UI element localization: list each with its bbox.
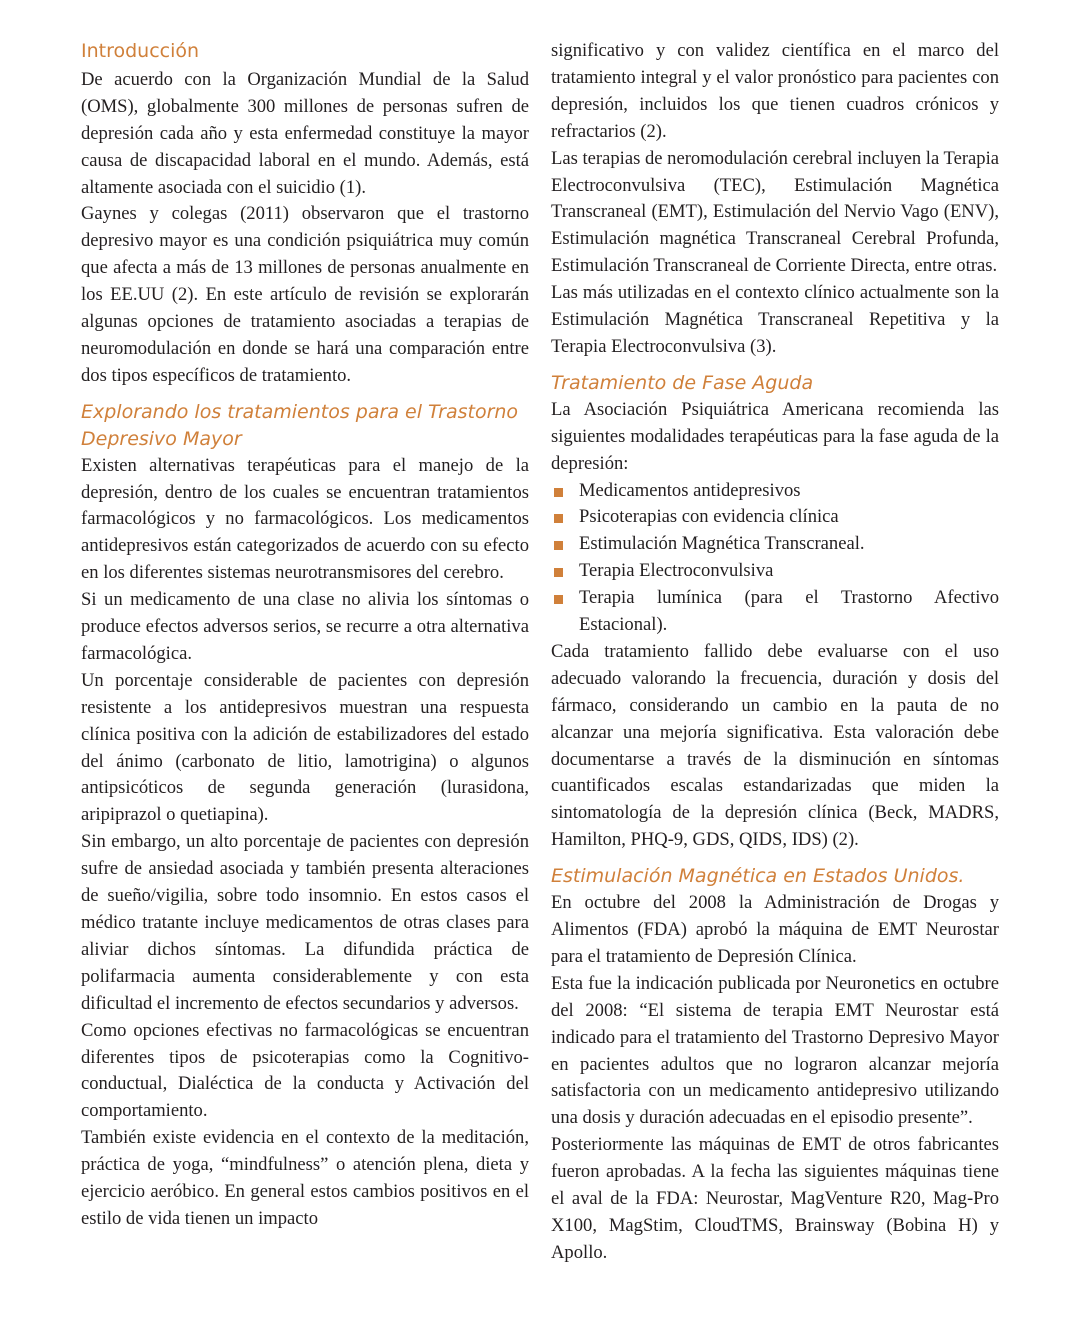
paragraph: Como opciones efectivas no farmacológicas se encuentran diferentes tipos de psicoterapias como la Cognitivo-conductual, Dialéctica de la conducta y Activación del comportamiento. xyxy=(81,1019,529,1122)
paragraph: Un porcentaje considerable de pacientes con depresión resistente a los antidepresivos muestran una respuesta clínica positiva con la adición de estabilizadores del estado del ánimo (carbonato de litio, lamotrigina) o algunos antipsicóticos de segunda generación (lurasidona, aripiprazol o quetiapina). xyxy=(81,669,529,826)
square-bullet-icon xyxy=(554,514,563,523)
section-heading-fase-aguda: Tratamiento de Fase Aguda xyxy=(551,371,814,394)
square-bullet-icon xyxy=(554,488,563,497)
paragraph: Las más utilizadas en el contexto clínico actualmente son la Estimulación Magnética Transcraneal Repetitiva y la Terapia Electroconvulsiva (3). xyxy=(551,282,999,357)
list-item-text: Terapia Electroconvulsiva xyxy=(579,560,774,582)
paragraph: De acuerdo con la Organización Mundial de la Salud (OMS), globalmente 300 millones de personas sufren de depresión cada año y esta enfermedad constituye la mayor causa de discapacidad laboral en el mundo. Además, está altamente asociada con el suicidio (1). xyxy=(81,68,529,198)
left-column xyxy=(81,38,529,1233)
section-heading-estados-unidos: Estimulación Magnética en Estados Unidos. xyxy=(551,865,965,888)
list-item xyxy=(551,585,999,639)
list-item-text: Psicoterapias con evidencia clínica xyxy=(579,506,839,528)
paragraph: También existe evidencia en el contexto de la meditación, práctica de yoga, “mindfulness” o atención plena, dieta y ejercicio aeróbico. En general estos cambios positivos en el estilo de vida tienen un impacto xyxy=(81,1127,529,1229)
paragraph: significativo y con validez científica en el marco del tratamiento integral y el valor pronóstico para pacientes con depresión, incluidos los que tienen cuadros crónicos y refractarios (2). xyxy=(551,40,999,142)
right-column xyxy=(551,38,999,1267)
list-item-text: Estimulación Magnética Transcraneal. xyxy=(579,533,865,555)
square-bullet-icon xyxy=(554,541,563,550)
paragraph: En octubre del 2008 la Administración de Drogas y Alimentos (FDA) aprobó la máquina de EMT Neurostar para el tratamiento de Depresión Clínica. xyxy=(551,892,999,967)
paragraph: Esta fue la indicación publicada por Neuronetics en octubre del 2008: “El sistema de terapia EMT Neurostar está indicado para el tratamiento del Trastorno Depresivo Mayor en pacientes adultos que no lograron alcanzar mejoría satisfactoria con un medicamento antidepresivo utilizando una dosis y duración adecuadas en el episodio presente”. xyxy=(551,972,999,1129)
paragraph: La Asociación Psiquiátrica Americana recomienda las siguientes modalidades terapéuticas para la fase aguda de la depresión: xyxy=(551,398,999,474)
square-bullet-icon xyxy=(554,595,563,604)
paragraph: Las terapias de neromodulación cerebral incluyen la Terapia Electroconvulsiva (TEC), Estimulación Magnética Transcraneal (EMT), Estimulación del Nervio Vago (ENV), Estimulación magnética Transcraneal Cerebral Profunda, Estimulación Transcraneal de Corriente Directa, entre otras. xyxy=(551,147,1000,277)
paragraph: Posteriormente las máquinas de EMT de otros fabricantes fueron aprobadas. A la fecha las siguientes máquinas tiene el aval de la FDA: Neurostar, MagVenture R20, Mag-Pro X100, MagStim, CloudTMS, Brainsway (Bobina H) y Apollo. xyxy=(551,1134,999,1263)
list-item-text: Medicamentos antidepresivos xyxy=(579,479,801,501)
paragraph: Sin embargo, un alto porcentaje de pacientes con depresión sufre de ansiedad asociada y también presenta alteraciones de sueño/vigilia, sobre todo insomnio. En estos casos el médico tratante incluye medicamentos de otras clases para aliviar dichos síntomas. La difundida práctica de polifarmacia aumenta considerablemente y con esta dificultad el incremento de efectos secundarios y adversos. xyxy=(81,831,529,1014)
list-item xyxy=(551,478,999,505)
paragraph: Gaynes y colegas (2011) observaron que el trastorno depresivo mayor es una condición psiquiátrica muy común que afecta a más de 13 millones de personas anualmente en los EE.UU (2). En este artículo de revisión se explorarán algunas opciones de tratamiento asociadas a terapias de neuromodulación en donde se hará una comparación entre dos tipos específicos de tratamiento. xyxy=(81,203,529,386)
list-item-text: Terapia lumínica (para el Trastorno Afectivo Estacional). xyxy=(579,587,999,636)
treatment-list xyxy=(551,478,999,639)
paragraph: Si un medicamento de una clase no alivia los síntomas o produce efectos adversos serios, se recurre a otra alternativa farmacológica. xyxy=(81,589,529,664)
section-heading-explorando: Explorando los tratamientos para el Trastorno Depresivo Mayor xyxy=(81,400,519,450)
list-item xyxy=(551,531,999,558)
paragraph: Existen alternativas terapéuticas para el manejo de la depresión, dentro de los cuales se encuentran tratamientos farmacológicos y no farmacológicos. Los medicamentos antidepresivos están categorizados de acuerdo con su efecto en los diferentes sistemas neurotransmisores del cerebro. xyxy=(81,454,529,584)
section-heading-introduccion: Introducción xyxy=(81,40,200,62)
square-bullet-icon xyxy=(554,568,563,577)
paragraph: Cada tratamiento fallido debe evaluarse con el uso adecuado valorando la frecuencia, duración y dosis del fármaco, considerando un cambio en la pauta de no alcanzar una mejoría significativa. Esta valoración debe documentarse a través de la disminución en síntomas cuantificados escalas estandarizadas que miden la sintomatología de la depresión clínica (Beck, MADRS, Hamilton, PHQ-9, GDS, QIDS, IDS) (2). xyxy=(551,640,999,851)
list-item xyxy=(551,558,999,585)
list-item xyxy=(551,504,999,531)
